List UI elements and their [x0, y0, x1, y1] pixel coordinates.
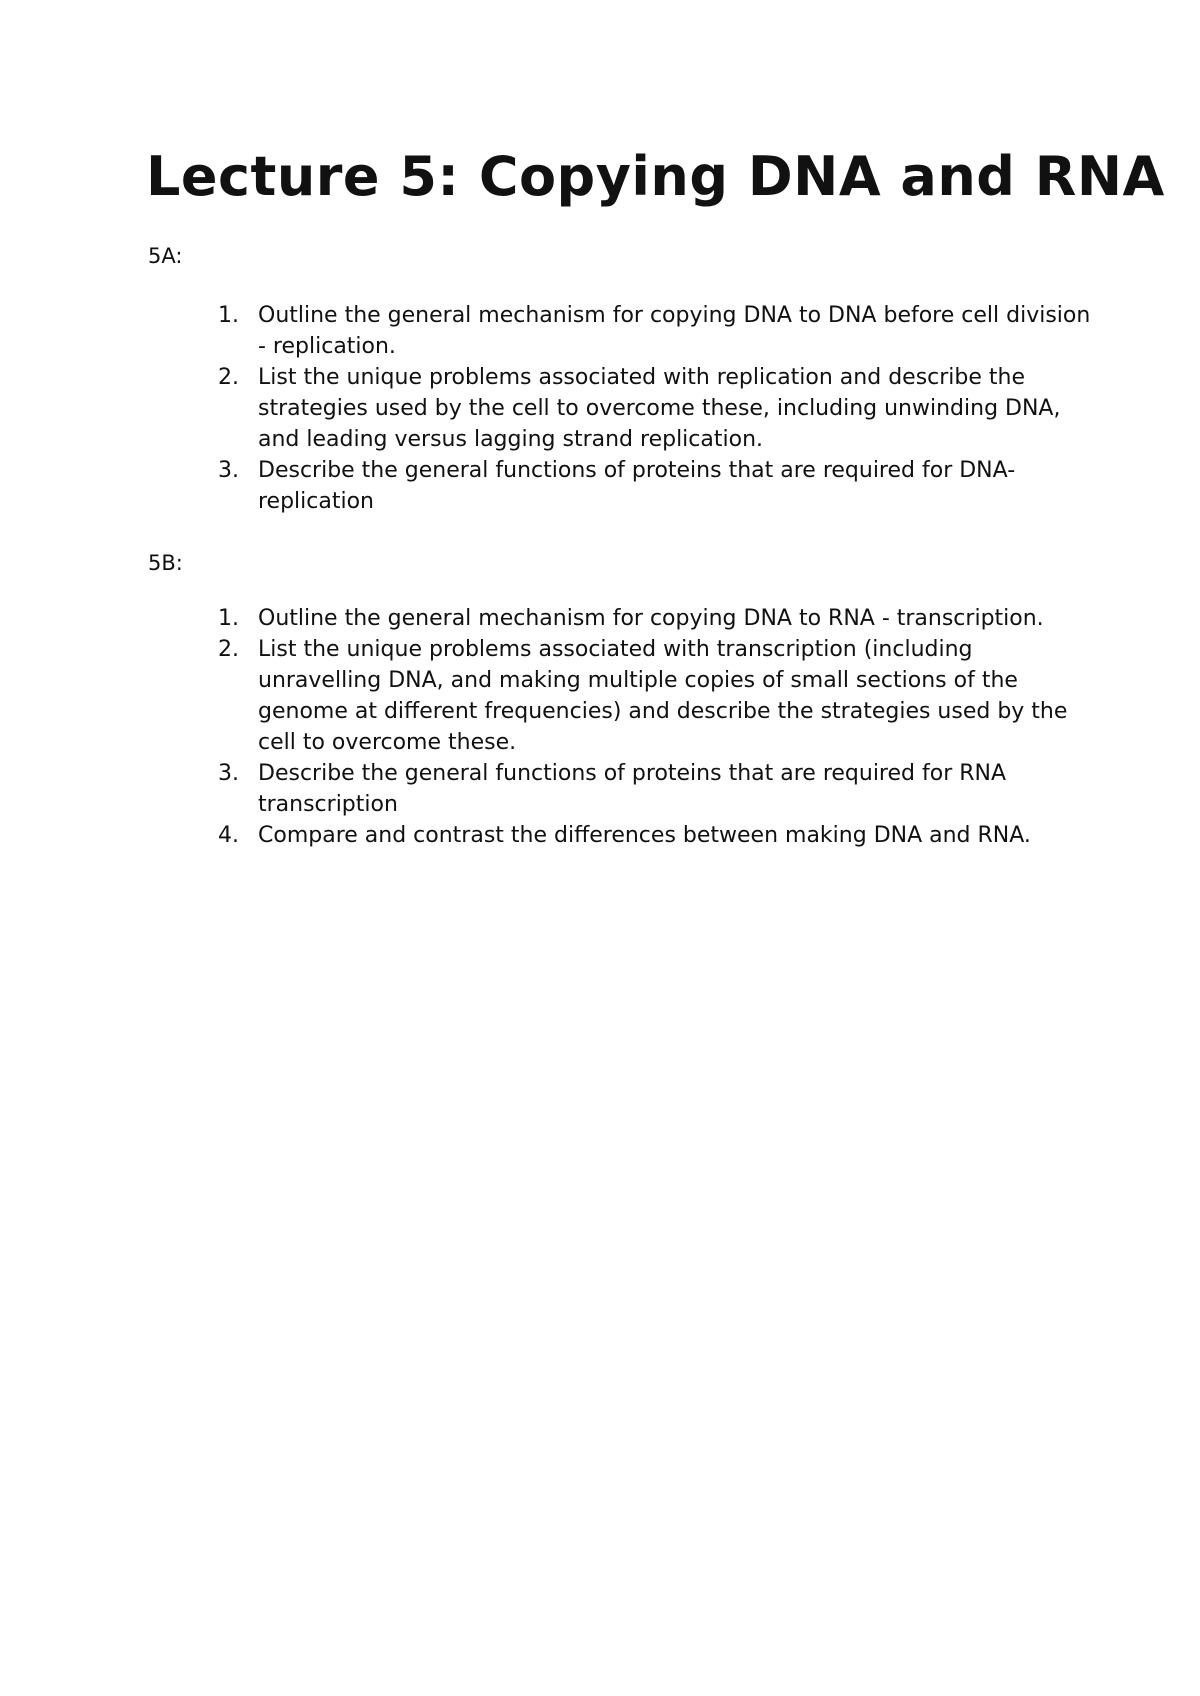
list-item-text: List the unique problems associated with replication and describe the strategies used by the cell to overcome these, including unwinding DNA, and leading versus lagging strand replication.	[258, 365, 1061, 452]
list-item-text: Outline the general mechanism for copying DNA to DNA before cell division - replication.	[258, 303, 1091, 359]
list-item	[218, 603, 1098, 634]
list-item	[218, 300, 1098, 362]
objective-list-5a	[218, 300, 1098, 517]
list-item-text: Describe the general functions of proteins that are required for RNA transcription	[258, 761, 1007, 817]
list-item	[218, 455, 1098, 517]
list-item-number: 1.	[218, 606, 239, 631]
list-item-text: Outline the general mechanism for copying DNA to RNA - transcription.	[258, 606, 1044, 631]
page-title: Lecture 5: Copying DNA and RNA	[146, 145, 1165, 208]
list-item	[218, 362, 1098, 455]
list-item	[218, 758, 1098, 820]
list-item	[218, 820, 1098, 851]
list-item-text: Describe the general functions of proteins that are required for DNA-replication	[258, 458, 1016, 514]
section-label-5a: 5A:	[148, 244, 183, 268]
list-item-number: 3.	[218, 458, 239, 483]
list-item-number: 1.	[218, 303, 239, 328]
list-item-text: List the unique problems associated with transcription (including unravelling DNA, and making multiple copies of small sections of the genome at different frequencies) and describe the strategies used by the cell to overcome these.	[258, 637, 1068, 755]
section-label-5b: 5B:	[148, 551, 183, 575]
list-item-text: Compare and contrast the differences between making DNA and RNA.	[258, 823, 1031, 848]
objective-list-5b	[218, 603, 1098, 851]
list-item	[218, 634, 1098, 758]
list-item-number: 3.	[218, 761, 239, 786]
list-item-number: 2.	[218, 365, 239, 390]
list-item-number: 4.	[218, 823, 239, 848]
list-item-number: 2.	[218, 637, 239, 662]
